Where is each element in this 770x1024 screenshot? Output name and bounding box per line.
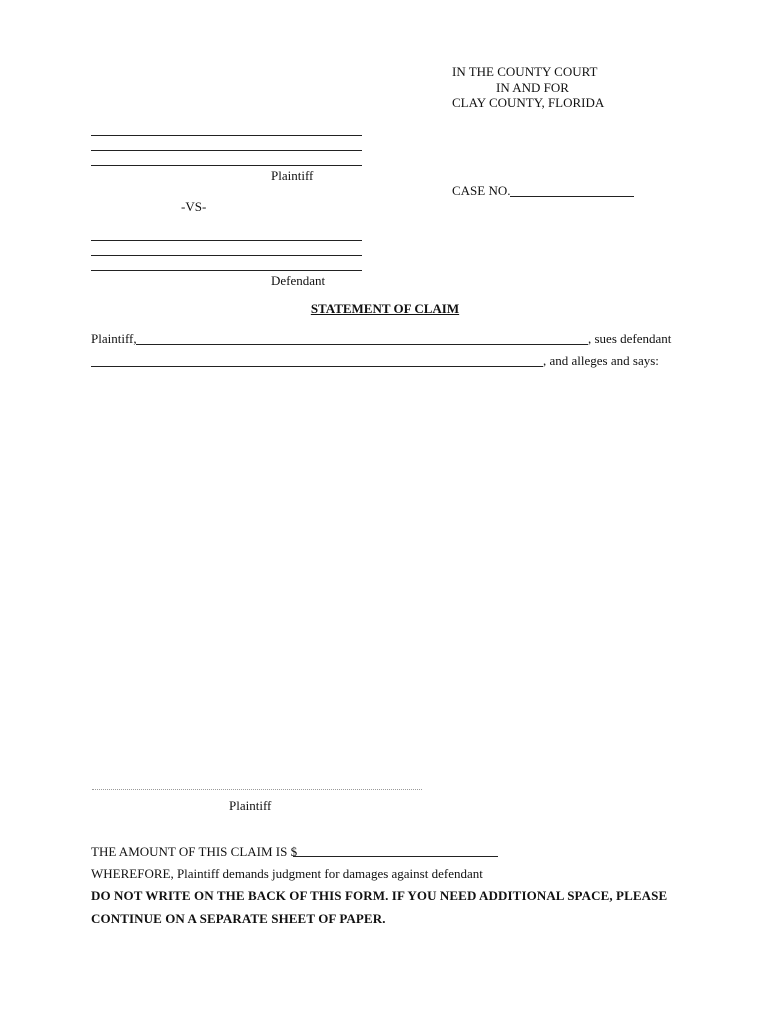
plaintiff-prefix: Plaintiff,: [91, 331, 137, 346]
notice-line-2: CONTINUE ON A SEPARATE SHEET OF PAPER.: [91, 911, 386, 926]
plaintiff-name-line-3[interactable]: [91, 165, 362, 166]
plaintiff-name-field[interactable]: [136, 344, 588, 345]
notice-line-1: DO NOT WRITE ON THE BACK OF THIS FORM. IF YOU NEED ADDITIONAL SPACE, PLEASE: [91, 888, 668, 903]
court-line-3: CLAY COUNTY, FLORIDA: [452, 95, 605, 110]
signature-plaintiff-label: Plaintiff: [229, 798, 272, 813]
defendant-caption-label: Defendant: [271, 273, 326, 288]
plaintiff-name-line-2[interactable]: [91, 150, 362, 151]
plaintiff-name-line-1[interactable]: [91, 135, 362, 136]
defendant-name-field[interactable]: [91, 366, 543, 367]
alleges-text: , and alleges and says:: [543, 353, 659, 368]
defendant-name-line-1[interactable]: [91, 240, 362, 241]
court-line-1: IN THE COUNTY COURT: [452, 64, 598, 79]
sues-defendant-text: , sues defendant: [588, 331, 672, 346]
case-number-field[interactable]: [510, 196, 634, 197]
claim-amount-field[interactable]: [293, 856, 498, 857]
plaintiff-signature-line[interactable]: [92, 789, 422, 790]
document-title: STATEMENT OF CLAIM: [310, 301, 460, 316]
claim-amount-label: THE AMOUNT OF THIS CLAIM IS $: [91, 844, 298, 859]
court-line-2: IN AND FOR: [496, 79, 569, 95]
court-header: [452, 64, 622, 111]
wherefore-text: WHEREFORE, Plaintiff demands judgment for damages against defendant: [91, 866, 483, 881]
plaintiff-caption-label: Plaintiff: [271, 168, 314, 183]
defendant-name-line-3[interactable]: [91, 270, 362, 271]
versus-label: -VS-: [181, 199, 207, 214]
defendant-name-line-2[interactable]: [91, 255, 362, 256]
case-number-label: CASE NO.: [452, 183, 511, 198]
